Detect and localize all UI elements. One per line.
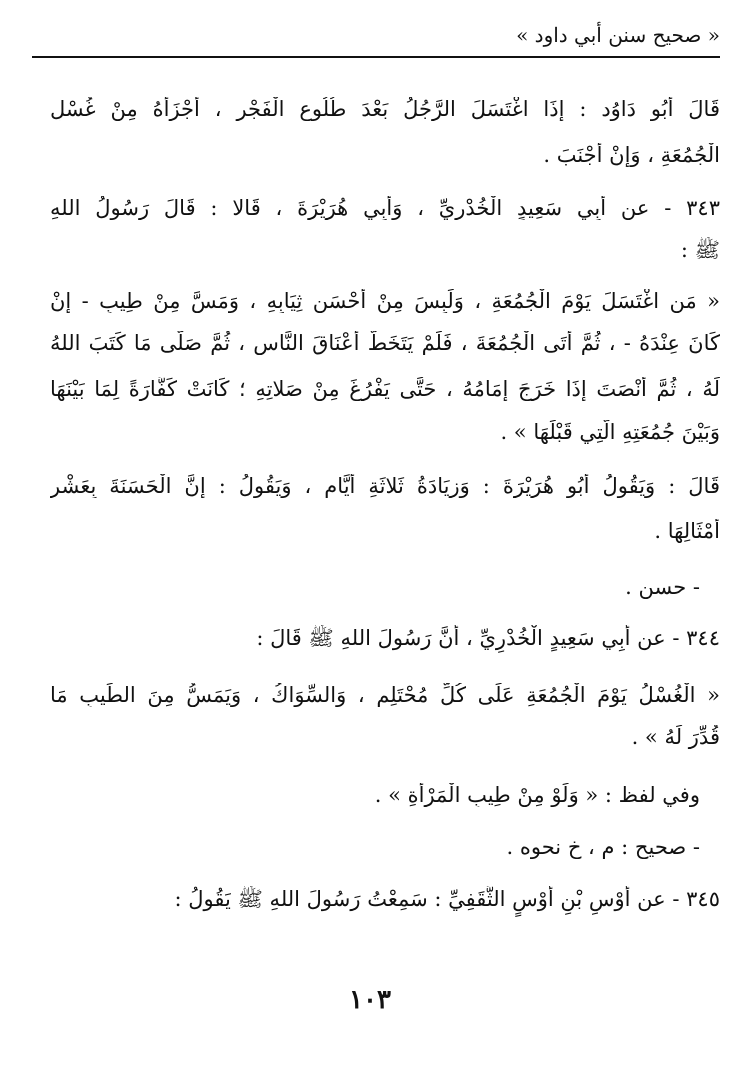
hadith-343-line-2: ﷺ :: [680, 238, 720, 262]
commentary-line-2: أَمْثَالِهَا .: [654, 519, 720, 543]
commentary-line-1: قَالَ : وَيَقُولُ أَبُو هُرَيْرَةَ : وَزِيَادَةُ ثَلاثَةِ أَيَّامٍ ، وَيَقُولُ : إِنَّ الْحَسَنَةَ بِعَشْرِ: [50, 474, 720, 498]
hadith-344-variant: وفي لفظ : « وَلَوْ مِنْ طِيبِ الْمَرْأَةِ » .: [374, 783, 700, 807]
text-line-2: الْجُمُعَةِ ، وَإِنْ أَجْنَبَ .: [543, 143, 720, 167]
text-line-1: قَالَ أَبُو دَاوُد : إِذَا اغْتَسَلَ الرَّجُلُ بَعْدَ طُلُوعِ الْفَجْرِ ، أَجْزَأَهُ مِنْ غُسْلِ: [50, 97, 720, 121]
grade-sahih: - صحيح : م ، خ نحوه .: [506, 835, 700, 859]
hadith-344-line-1: ٣٤٤ - عن أَبِي سَعِيدٍ الْخُدْرِيِّ ، أَنَّ رَسُولَ اللهِ ﷺ قَالَ :: [256, 626, 720, 650]
grade-hasan: - حسن .: [625, 575, 700, 599]
hadith-343-line-5: لَهُ ، ثُمَّ أَنْصَتَ إِذَا خَرَجَ إِمَامُهُ ، حَتَّى يَفْرُغَ مِنْ صَلاتِهِ ؛ كَانَتْ كَفَّارَةً لِمَا بَيْنَهَا: [50, 377, 720, 401]
hadith-345-line-1: ٣٤٥ - عن أَوْسِ بْنِ أَوْسٍ الثَّقَفِيِّ : سَمِعْتُ رَسُولَ اللهِ ﷺ يَقُولُ :: [174, 887, 720, 911]
hadith-343-line-4: كَانَ عِنْدَهُ - ، ثُمَّ أَتَى الْجُمُعَةَ ، فَلَمْ يَتَخَطَّ أَعْنَاقَ النَّاسِ ، ثُمَّ صَلَّى مَا كَتَبَ اللهُ: [50, 331, 720, 355]
hadith-343-line-6: وَبَيْنَ جُمُعَتِهِ الَّتِي قَبْلَهَا » .: [500, 420, 720, 444]
hadith-344-line-2: « الْغُسْلُ يَوْمَ الْجُمُعَةِ عَلَى كُلِّ مُحْتَلِمٍ ، وَالسِّوَاكُ ، وَيَمَسُّ مِنَ الطِّيبِ مَا: [50, 683, 720, 707]
hadith-343-line-3: « مَنِ اغْتَسَلَ يَوْمَ الْجُمُعَةِ ، وَلَبِسَ مِنْ أَحْسَنِ ثِيَابِهِ ، وَمَسَّ مِنْ طِيبٍ - إِنْ: [50, 289, 720, 313]
header-divider: [32, 56, 720, 58]
running-header-title: « صحيح سنن أبي داود »: [516, 23, 720, 47]
page-number: ١٠٣: [349, 985, 391, 1015]
hadith-344-line-3: قُدِّرَ لَهُ » .: [631, 725, 720, 749]
hadith-343-line-1: ٣٤٣ - عن أَبِي سَعِيدٍ الْخُدْرِيِّ ، وَأَبِي هُرَيْرَةَ ، قَالا : قَالَ رَسُولُ اللهِ: [50, 196, 720, 220]
